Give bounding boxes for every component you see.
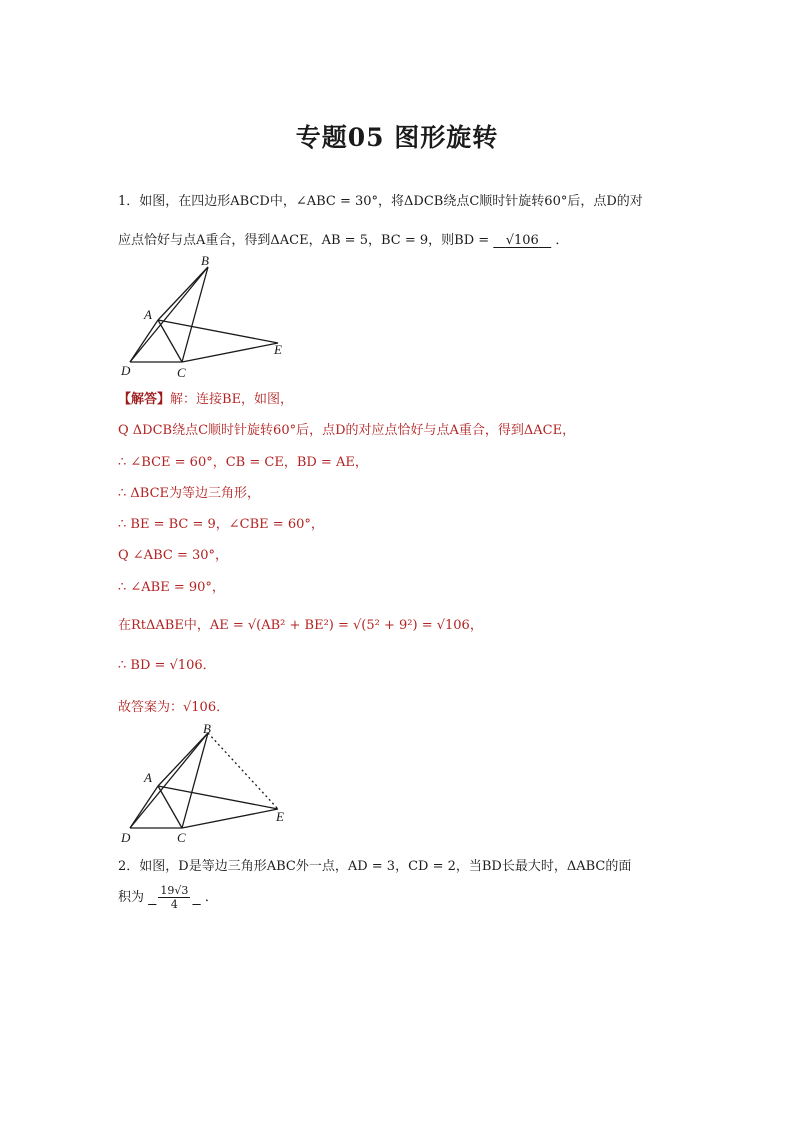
seg-DB [130,733,208,828]
q2-answer-fraction: $\frac{19√3}{4}$ [160,884,189,911]
q1-line2: 应点恰好与点A重合，得到ΔACE，AB = 5，BC = 9，则BD = √106 ． [118,233,569,248]
seg-CE [182,809,278,828]
label-A: A [144,770,152,785]
solution-step-3: ∴ ΔBCE为等边三角形， [118,486,261,501]
label-C: C [177,830,186,845]
seg-CE [182,343,278,362]
solution-header: 【解答】解：连接BE，如图， [118,392,294,407]
label-A: A [144,307,152,322]
figure-1 [110,250,310,385]
label-E: E [274,342,282,357]
q2-line2: 积为 $\frac{19√3}{4}$ ． [118,884,218,911]
solution-step-5: Q ∠ABC = 30°， [118,548,229,563]
label-D: D [121,830,131,845]
q2-line1: 2．如图，D是等边三角形ABC外一点，AD = 3，CD = 2，当BD长最大时，ΔABC的面 [118,859,632,874]
label-C: C [177,365,186,380]
figure-2 [110,716,310,851]
q1-answer: √106 [505,233,539,248]
solution-step-7: 在RtΔABE中，AE = √(AB² + BE²) = √(5² + 9²) = √106， [118,618,483,633]
label-D: D [121,363,131,378]
seg-AC [158,786,182,828]
page-title: 专题05 图形旋转 [295,123,499,152]
label-E: E [276,809,284,824]
label-B: B [203,721,211,736]
q1-line2-text: 应点恰好与点A重合，得到ΔACE，AB = 5，BC = 9，则BD = [118,233,490,248]
solution-step-6: ∴ ∠ABE = 90°， [118,580,225,595]
seg-AE [158,320,278,343]
seg-DB [130,267,208,362]
seg-DA [130,786,158,828]
solution-step-2: ∴ ∠BCE = 60°，CB = CE，BD = AE， [118,455,368,470]
solution-step-1: Q ΔDCB绕点C顺时针旋转60°后，点D的对应点恰好与点A重合，得到ΔACE， [118,423,576,438]
label-B: B [201,253,209,268]
seg-DA [130,320,158,362]
seg-AC [158,320,182,362]
solution-conclusion: 故答案为：√106． [118,700,230,715]
solution-step-4: ∴ BE = BC = 9，∠CBE = 60°， [118,517,324,532]
q1-line1: 1．如图，在四边形ABCD中，∠ABC = 30°，将ΔDCB绕点C顺时针旋转60°后，点D的对 [118,194,643,209]
solution-step-8: ∴ BD = √106． [118,658,216,673]
